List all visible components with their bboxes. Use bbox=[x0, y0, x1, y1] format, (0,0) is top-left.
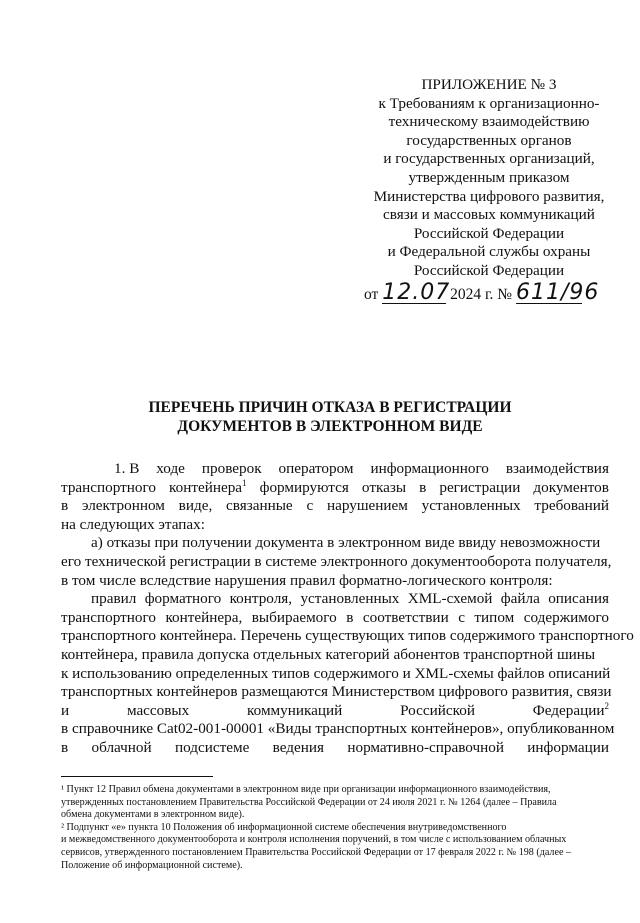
paragraph-b-line: транспортных контейнеров размещаются Министерством цифрового развития, связи bbox=[61, 683, 612, 701]
appendix-line: связи и массовых коммуникаций bbox=[383, 206, 595, 224]
word: подсистеме bbox=[174, 738, 250, 756]
appendix-line: Российской Федерации bbox=[413, 261, 565, 279]
word: информационного bbox=[370, 460, 489, 477]
footnote-2-line: и межведомственного документооборота и контроля исполнения поручений, в том числе с использованием облачных bbox=[61, 834, 567, 846]
word: форматного bbox=[144, 590, 222, 608]
title-line: ПЕРЕЧЕНЬ ПРИЧИН ОТКАЗА В РЕГИСТРАЦИИ bbox=[148, 399, 512, 416]
word: Российской bbox=[400, 701, 475, 719]
word: контроля, bbox=[229, 590, 293, 608]
word: транспортного bbox=[61, 608, 156, 626]
word: описания bbox=[548, 590, 609, 608]
paragraph-1-line bbox=[61, 479, 609, 498]
word: контейнера bbox=[169, 478, 243, 496]
footnote-1-line: утвержденных постановлением Правительства Российской Федерации от 24 июля 2021 г. № 1264 (далее – Правила bbox=[61, 796, 557, 808]
order-reference bbox=[364, 280, 626, 305]
word: регистрации bbox=[439, 478, 521, 496]
word: электронном bbox=[81, 497, 165, 515]
word: оператором bbox=[278, 460, 354, 477]
word: связанные bbox=[226, 497, 293, 515]
word: взаимодействия bbox=[505, 460, 609, 477]
word: установленных bbox=[421, 497, 521, 515]
footnote-2-line: сервисов, утвержденного постановлением Правительства Российской Федерации от 17 февраля 2022 г. № 198 (далее – bbox=[61, 846, 571, 858]
footnote-ref-2[interactable]: 2 bbox=[604, 700, 609, 711]
footnote-2-line: ² Подпункт «е» пункта 10 Положения об информационной системе обеспечения внутриведомственного bbox=[61, 821, 507, 833]
word: в bbox=[61, 738, 69, 756]
order-date-handwritten: 12.07 bbox=[382, 280, 451, 305]
paragraph-a-line: в том числе вследствие нарушения правил форматно-логического контроля: bbox=[61, 571, 553, 589]
footnotes bbox=[61, 784, 609, 872]
word: проверок bbox=[201, 460, 262, 477]
order-from-label: от bbox=[364, 286, 379, 303]
paragraph-b-line bbox=[61, 739, 609, 758]
title-line: ДОКУМЕНТОВ В ЭЛЕКТРОННОМ ВИДЕ bbox=[177, 418, 483, 435]
word: ведения bbox=[272, 738, 325, 756]
footnote-1-line: ¹ Пункт 12 Правил обмена документами в электронном виде при организации информационного взаимодействия, bbox=[61, 784, 551, 795]
appendix-line: государственных органов bbox=[406, 131, 572, 149]
appendix-line: утвержденным приказом bbox=[408, 168, 570, 186]
word: отказы bbox=[361, 478, 407, 496]
order-year-label: 2024 г. № bbox=[450, 286, 513, 303]
word: требований bbox=[534, 497, 609, 515]
appendix-line: техническому взаимодействию bbox=[388, 113, 590, 131]
document-title bbox=[60, 398, 600, 436]
word: виде, bbox=[178, 497, 213, 515]
word: ходе bbox=[156, 460, 185, 477]
word-with-footnote bbox=[169, 479, 247, 498]
word: облачной bbox=[91, 738, 152, 756]
word: коммуникаций bbox=[247, 701, 343, 719]
footnote-divider bbox=[61, 776, 213, 777]
word: правил bbox=[91, 590, 137, 608]
word: контейнера, bbox=[165, 608, 243, 626]
appendix-line: и государственных организаций, bbox=[383, 150, 595, 168]
paragraph-1-line bbox=[61, 497, 609, 516]
word: массовых bbox=[126, 701, 190, 719]
paragraph-b-line: контейнера, правила допуска отдельных категорий абонентов транспортной шины bbox=[61, 645, 596, 663]
word: выбираемого bbox=[251, 608, 337, 626]
word: документов bbox=[533, 478, 609, 496]
order-number-handwritten: 611/96 bbox=[515, 280, 600, 305]
word: с bbox=[458, 608, 465, 626]
paragraph-b-line: в справочнике Cat02-001-00001 «Виды транспортных контейнеров», опубликованном bbox=[61, 720, 615, 738]
footnote-1-line: обмена документами в электронном виде). bbox=[61, 809, 245, 821]
appendix-line: к Требованиям к организационно- bbox=[378, 94, 600, 112]
word: типом bbox=[474, 608, 515, 626]
appendix-line: Министерства цифрового развития, bbox=[373, 187, 605, 205]
word: с bbox=[306, 497, 314, 515]
paragraph-b-line bbox=[61, 609, 609, 628]
word: в bbox=[346, 608, 354, 626]
paragraph-a-line: его технической регистрации в системе электронного документооборота получателя, bbox=[61, 552, 612, 570]
paragraph-b-line bbox=[61, 702, 609, 721]
paragraph-b-line: транспортного контейнера. Перечень существующих типов содержимого транспортного bbox=[61, 627, 634, 645]
paragraph-b-line bbox=[61, 590, 609, 609]
document-body bbox=[61, 460, 634, 758]
word: Федерации bbox=[532, 701, 605, 719]
word: XML-схемой bbox=[407, 590, 493, 608]
paragraph-1-line: на следующих этапах: bbox=[61, 515, 205, 533]
paragraph-1-line bbox=[61, 460, 609, 479]
appendix-header bbox=[355, 76, 623, 281]
word: содержимого bbox=[523, 608, 609, 626]
appendix-line: и Федеральной службы охраны bbox=[387, 243, 591, 261]
word: в bbox=[61, 497, 69, 515]
footnote-2-line: Положение об информационной системе). bbox=[61, 859, 243, 871]
word: соответствии bbox=[362, 608, 449, 626]
word: нормативно-справочной bbox=[347, 738, 504, 756]
word: транспортного bbox=[61, 478, 156, 496]
footnote-ref-1[interactable]: 1 bbox=[242, 477, 247, 488]
word: нарушением bbox=[326, 497, 408, 515]
word: формируются bbox=[259, 478, 349, 496]
paragraph-a-line: а) отказы при получении документа в электронном виде ввиду невозможности bbox=[91, 534, 601, 552]
paragraph-b-line: к использованию определенных типов содержимого и XML-схемы файлов описаний bbox=[61, 664, 611, 682]
word: в bbox=[419, 478, 427, 496]
word: установленных bbox=[300, 590, 400, 608]
word: и bbox=[61, 701, 70, 719]
word: информации bbox=[527, 738, 609, 756]
word: 1. В bbox=[114, 460, 140, 477]
word-with-footnote bbox=[533, 702, 609, 721]
word: файла bbox=[500, 590, 540, 608]
appendix-title: ПРИЛОЖЕНИЕ № 3 bbox=[421, 76, 557, 93]
appendix-line: Российской Федерации bbox=[413, 224, 565, 242]
